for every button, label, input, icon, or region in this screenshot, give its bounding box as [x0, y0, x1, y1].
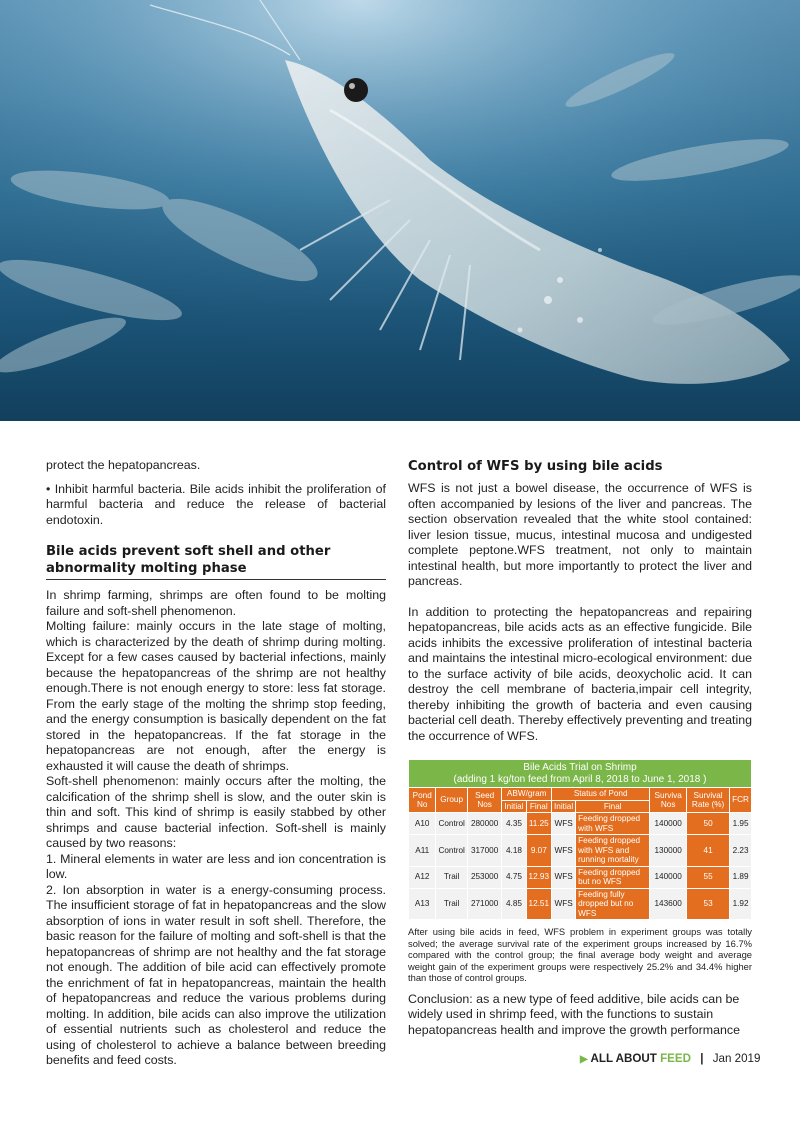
- cell-abw-final: 12.93: [526, 866, 552, 888]
- table-row: [409, 835, 752, 867]
- header-abw-final: Final: [526, 800, 552, 813]
- header-seed: Seed Nos: [467, 788, 502, 813]
- left-paragraph-3: In shrimp farming, shrimps are often found to be molting failure and soft-shell phenomenon.: [46, 588, 386, 618]
- cell-fcr: 2.23: [730, 835, 752, 867]
- left-paragraph-2: • Inhibit harmful bacteria. Bile acids inhibit the proliferation of harmful bacteria and reduce the release of bacterial endotoxin.: [46, 481, 386, 527]
- left-paragraph-7: 2. Ion absorption in water is a energy-consuming process. The insufficient storage of fat in hepatopancreas and the slow absorption of ions in water result in soft shell. Therefore, the basic reason for the failure of molting and soft-shell is that the hepatopancreas of shrimp are not healthy and the fat storage not enough. The addition of bile acid can effectively promote the enrichment of fat in hepatopancreas, maintain the health of hepatopancreas and reduce the various problems during molting. In addition, bile acids can also improve the utilization of essential nutrients such as cholesterol and reduce the using of cholesterol to achieve a balance between breeding benefits and feed costs.: [46, 882, 386, 1067]
- cell-seed: 271000: [467, 888, 502, 920]
- header-status-initial: Initial: [552, 800, 576, 813]
- cell-seed: 317000: [467, 835, 502, 867]
- footer-date: Jan 2019: [712, 1052, 761, 1065]
- table-row: [409, 813, 752, 835]
- cell-survival-rate: 41: [687, 835, 730, 867]
- cell-seed: 253000: [467, 866, 502, 888]
- left-paragraph-1: protect the hepatopancreas.: [46, 458, 201, 472]
- shrimp-photo: [0, 0, 800, 421]
- left-paragraph-6: 1. Mineral elements in water are less and ion concentration is low.: [46, 851, 386, 881]
- cell-seed: 280000: [467, 813, 502, 835]
- page-footer: [580, 1052, 760, 1065]
- header-survival-rate: Survival Rate (%): [687, 788, 730, 813]
- cell-pond: A11: [409, 835, 436, 867]
- table-subtitle-text: (adding 1 kg/ton feed from April 8, 2018 to June 1, 2018 ): [453, 773, 707, 785]
- header-survival-nos: Surviva Nos: [650, 788, 687, 813]
- left-paragraph-4: Molting failure: mainly occurs in the late stage of molting, which is characterized by the death of shrimp during molting. Except for a few cases caused by bacterial infections, mainly because the hepatopancreas of the shrimp are not healthy enough.There is not enough energy to store: less fat storage. From the early stage of the molting the shrimp stop feeding, and the energy consumption is basically dependent on the fat stored in the hepatopancreas. If the fat storage in the hepatopancreas are not enough, after the energy is exhausted it will cause the death of shrimps.: [46, 619, 386, 773]
- right-paragraph-1: WFS is not just a bowel disease, the occurrence of WFS is often accompanied by lesions of the liver and pancreas. The section observation revealed that the white stool contained: liver lesion tissue, mucus, intestinal mucosa and undigested complete peptone.WFS treatment, not only to maintain intestinal health, but more importantly to protect the liver and pancreas.: [408, 481, 752, 588]
- header-abw-initial: Initial: [502, 800, 526, 813]
- cell-status-initial: WFS: [552, 888, 576, 920]
- cell-status-final: Feeding fully dropped but no WFS: [576, 888, 650, 920]
- cell-status-initial: WFS: [552, 835, 576, 867]
- cell-group: Trail: [436, 888, 467, 920]
- cell-abw-initial: 4.85: [502, 888, 526, 920]
- cell-survival-rate: 53: [687, 888, 730, 920]
- header-status: Status of Pond: [552, 788, 650, 801]
- cell-abw-final: 12.51: [526, 888, 552, 920]
- right-column: [408, 458, 752, 1038]
- cell-survival-nos: 140000: [650, 813, 687, 835]
- section-heading-soft-shell: Bile acids prevent soft shell and other abnormality molting phase: [46, 544, 331, 576]
- cell-survival-nos: 130000: [650, 835, 687, 867]
- cell-survival-nos: 143600: [650, 888, 687, 920]
- play-arrow-icon: ▶: [580, 1054, 588, 1065]
- footer-brand-a: ALL ABOUT: [590, 1052, 657, 1065]
- cell-abw-initial: 4.75: [502, 866, 526, 888]
- cell-pond: A12: [409, 866, 436, 888]
- cell-status-final: Feeding dropped with WFS and running mortality: [576, 835, 650, 867]
- cell-abw-final: 11.25: [526, 813, 552, 835]
- cell-pond: A10: [409, 813, 436, 835]
- cell-fcr: 1.92: [730, 888, 752, 920]
- table-note: After using bile acids in feed, WFS problem in experiment groups was totally solved; the average survival rate of the experiment groups increased by 16.7% compared with the control group; the final average body weight and average weight gain of the experiment groups were respectively 25.2% and 34.4% higher than those of control groups.: [408, 926, 752, 984]
- table-row: [409, 888, 752, 920]
- cell-status-initial: WFS: [552, 866, 576, 888]
- cell-survival-rate: 55: [687, 866, 730, 888]
- cell-survival-rate: 50: [687, 813, 730, 835]
- cell-status-final: Feeding dropped with WFS: [576, 813, 650, 835]
- bile-acids-trial-table: [408, 759, 752, 920]
- table-title-text: Bile Acids Trial on Shrimp: [523, 762, 637, 773]
- cell-abw-initial: 4.18: [502, 835, 526, 867]
- cell-fcr: 1.95: [730, 813, 752, 835]
- footer-separator: |: [700, 1052, 704, 1065]
- header-pond: Pond No: [409, 788, 436, 813]
- header-abw: ABW/gram: [502, 788, 552, 801]
- cell-abw-initial: 4.35: [502, 813, 526, 835]
- cell-group: Trail: [436, 866, 467, 888]
- left-paragraph-5: Soft-shell phenomenon: mainly occurs after the molting, the calcification of the shrimp shell is slow, and the outer skin is thin and soft. This kind of shrimp is easily stabbed by other shrimps and cause bacterial infection. Soft-shell is mainly caused by two reasons:: [46, 774, 386, 850]
- table-title: [409, 760, 752, 788]
- header-group: Group: [436, 788, 467, 813]
- left-column: [46, 458, 386, 1069]
- right-paragraph-2: In addition to protecting the hepatopancreas and repairing hepatopancreas, bile acids acts as an effective fungicide. Bile acids inhibits the excessive proliferation of intestinal bacteria and maintains the intestinal micro-ecological environment: due to the surface activity of bile acids, deoxycholic acid. It can destroy the cell membrane of bacteria,impair cell integrity, thereby inhibiting the growth of bacteria and even causing bacterial cell death. Thereby effectively preventing and treating the occurrence of WFS.: [408, 604, 752, 743]
- cell-status-initial: WFS: [552, 813, 576, 835]
- cell-group: Control: [436, 813, 467, 835]
- cell-group: Control: [436, 835, 467, 867]
- footer-brand-b: FEED: [660, 1052, 691, 1065]
- section-heading-wfs-control: Control of WFS by using bile acids: [408, 459, 663, 474]
- header-status-final: Final: [576, 800, 650, 813]
- conclusion-paragraph: Conclusion: as a new type of feed additive, bile acids can be widely used in shrimp feed, with the functions to sustain hepatopancreas health and improve the growth performance: [408, 991, 741, 1037]
- table-row: [409, 866, 752, 888]
- cell-survival-nos: 140000: [650, 866, 687, 888]
- header-fcr: FCR: [730, 788, 752, 813]
- cell-status-final: Feeding dropped but no WFS: [576, 866, 650, 888]
- cell-fcr: 1.89: [730, 866, 752, 888]
- cell-abw-final: 9.07: [526, 835, 552, 867]
- cell-pond: A13: [409, 888, 436, 920]
